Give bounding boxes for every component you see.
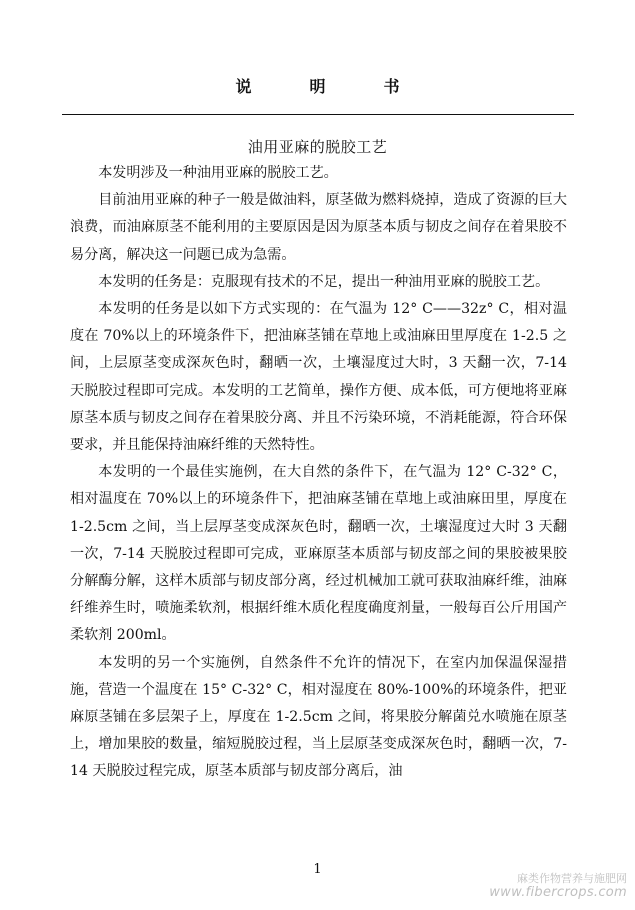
paragraph-6: 本发明的另一个实施例，自然条件不允许的情况下，在室内加保温保湿措施，营造一个温度在 15° C-32° C，相对湿度在 80%-100%的环境条件，把亚麻原茎铺在多层架子上，厚度在 1-2.5cm 之间，将果胶分解菌兑水喷施在原茎上，增加果胶的数量，缩短脱胶过程，当上层原茎变成深灰色时，翻晒一次，7-14 天脱胶过程完成，原茎本质部与韧皮部分离后，油 <box>70 654 567 780</box>
paragraph-1: 本发明涉及一种油用亚麻的脱胶工艺。 <box>98 165 338 181</box>
paragraph-5: 本发明的一个最佳实施例，在大自然的条件下，在气温为 12° C-32° C，相对温度在 70%以上的环境条件下，把油麻茎铺在草地上或油麻田里，厚度在 1-2.5cm 之间，当上层厚茎变成深灰色时，翻晒一次，土壤湿度过大时 3 天翻一次，7-14 天脱胶过程即可完成，亚麻原茎本质部与韧皮部之间的果胶被果胶分解酶分解，这样木质部与韧皮部分离，经过机械加工就可获取油麻纤维，油麻纤维养生时，喷施柔软剂，根据纤维木质化程度确度剂量，一般每百公斤用国产柔软剂 200ml。 <box>70 464 567 644</box>
page-number: 1 <box>313 862 322 877</box>
document-title: 油用亚麻的脱胶工艺 <box>247 138 388 156</box>
site-watermark <box>467 872 627 900</box>
paragraph-2: 目前油用亚麻的种子一般是做油料，原茎做为燃料烧掉，造成了资源的巨大浪费，而油麻原茎不能利用的主要原因是因为原茎本质与韧皮之间存在着果胶不易分离，解决这一问题已成为急需。 <box>70 192 567 263</box>
paragraph-4: 本发明的任务是以如下方式实现的：在气温为 12° C——32z° C，相对温度在 70%以上的环境条件下，把油麻茎铺在草地上或油麻田里厚度在 1-2.5 之间，上层原茎变成深灰色时，翻晒一次，土壤湿度过大时，3 天翻一次，7-14 天脱胶过程即可完成。本发明的工艺简单，操作方便、成本低，可方便地将亚麻原茎本质与韧皮之间存在着果胶分离、并且不污染环境，不消耗能源，符合环保要求，并且能保持油麻纤维的天然特性。 <box>70 301 567 454</box>
header-divider <box>62 114 574 115</box>
document-type-header: 说明书 <box>235 77 458 96</box>
document-body <box>70 160 567 786</box>
watermark-site-name: 麻类作物营养与施肥网 <box>517 872 627 885</box>
paragraph-3: 本发明的任务是：克服现有技术的不足，提出一种油用亚麻的脱胶工艺。 <box>98 273 550 290</box>
watermark-url: www.fibercrops.com <box>489 885 627 900</box>
